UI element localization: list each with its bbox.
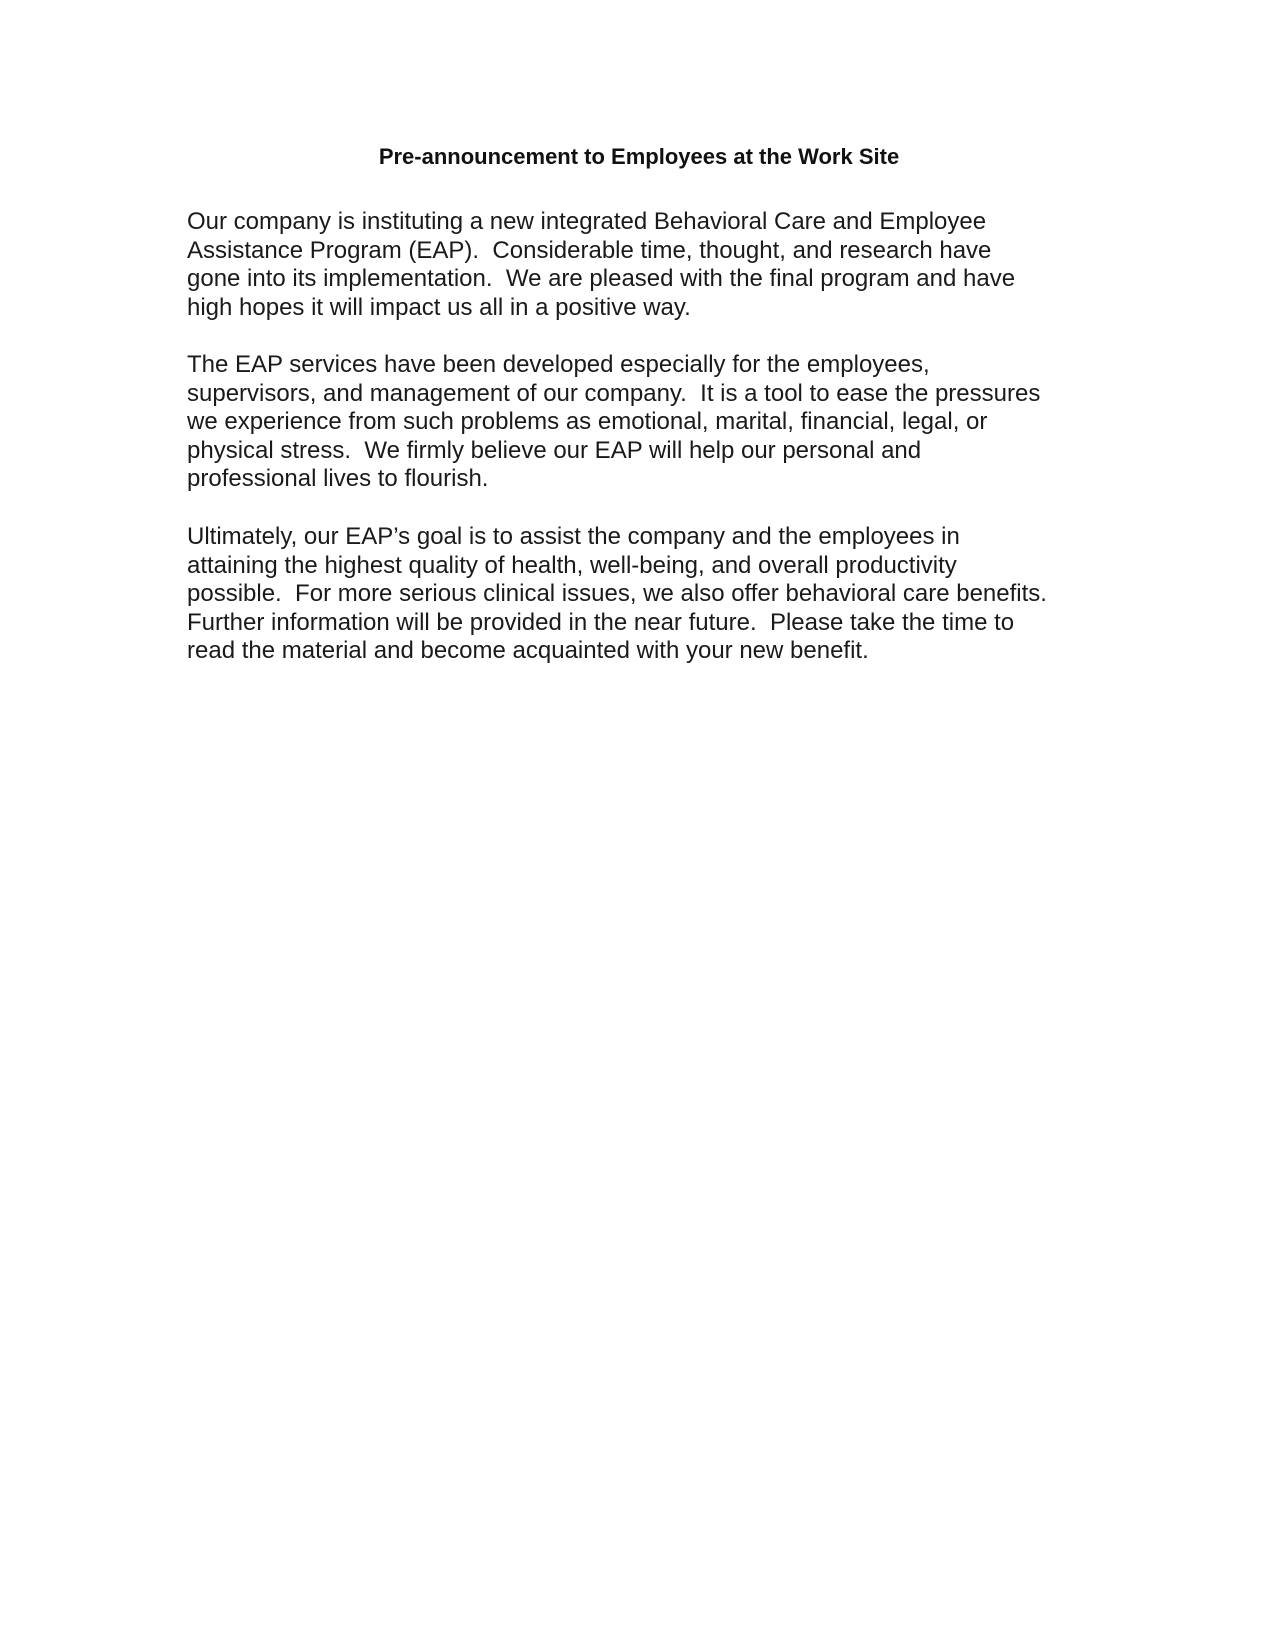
text-line: gone into its implementation. We are pleased with the final program and have (187, 265, 1016, 293)
text-line: supervisors, and management of our company. It is a tool to ease the pressures (187, 379, 1041, 407)
text-line: Our company is instituting a new integrated Behavioral Care and Employee (187, 208, 987, 235)
text-line: high hopes it will impact us all in a positive way. (187, 293, 691, 321)
text-line: attaining the highest quality of health, well-being, and overall productivity (187, 551, 957, 579)
text-line: physical stress. We firmly believe our EAP will help our personal and (187, 436, 922, 464)
paragraph-services (187, 351, 1107, 494)
text-line: Ultimately, our EAP’s goal is to assist the company and the employees in (187, 523, 960, 550)
text-line: possible. For more serious clinical issues, we also offer behavioral care benefits. (187, 580, 1047, 608)
text-line: professional lives to flourish. (187, 465, 489, 493)
text-line: The EAP services have been developed especially for the employees, (187, 351, 930, 378)
paragraph-intro (187, 208, 1107, 322)
text-line: read the material and become acquainted with your new benefit. (187, 637, 869, 665)
text-line: Assistance Program (EAP). Considerable time, thought, and research have (187, 236, 992, 264)
paragraph-goal (187, 523, 1107, 666)
document-title: Pre-announcement to Employees at the Work Site (378, 144, 900, 169)
text-line: we experience from such problems as emotional, marital, financial, legal, or (187, 408, 988, 436)
text-line: Further information will be provided in the near future. Please take the time to (187, 608, 1015, 636)
